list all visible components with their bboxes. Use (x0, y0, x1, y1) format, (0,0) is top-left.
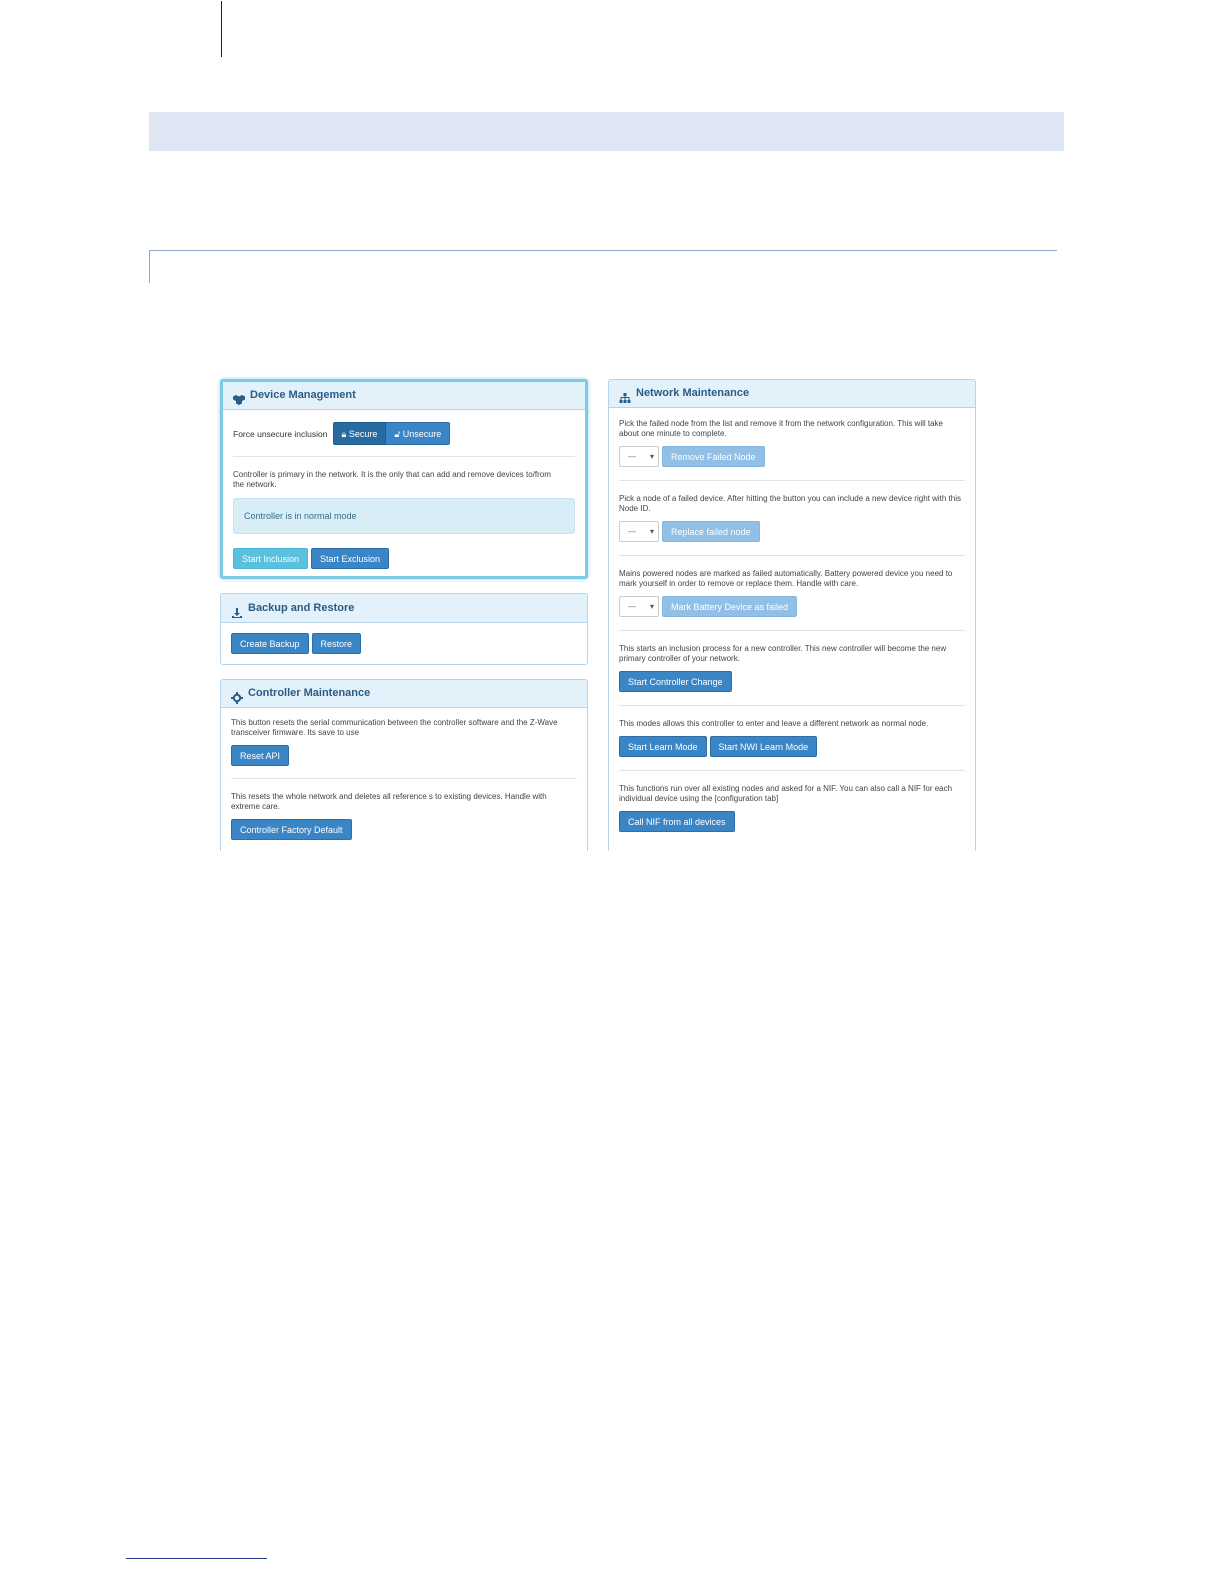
divider (619, 480, 965, 481)
download-icon (231, 602, 243, 614)
cog-icon (231, 688, 243, 700)
start-learn-mode-button[interactable]: Start Learn Mode (619, 736, 707, 757)
controller-maintenance-heading (221, 680, 587, 708)
device-management-title: Device Management (250, 389, 356, 401)
network-maintenance-panel (608, 379, 976, 851)
failed-node-select[interactable]: --- ▾ (619, 446, 659, 467)
unsecure-button[interactable]: 🔓︎ Unsecure (386, 422, 450, 445)
document-edge-line (221, 1, 222, 57)
call-nif-text: This functions run over all existing nodes and asked for a NIF. You can also call a NIF for each individual device using the [configuration tab] (619, 784, 953, 803)
force-unsecure-label: Force unsecure inclusion (233, 428, 328, 439)
create-backup-button[interactable]: Create Backup (231, 633, 309, 654)
device-management-panel (220, 379, 588, 579)
lock-icon: 🔒︎ (341, 429, 347, 439)
start-exclusion-button[interactable]: Start Exclusion (311, 548, 389, 569)
unlock-icon: 🔓︎ (394, 429, 401, 439)
cubes-icon (233, 390, 245, 402)
backup-restore-panel (220, 593, 588, 665)
start-nwi-learn-mode-button[interactable]: Start NWI Learn Mode (710, 736, 818, 757)
restore-button[interactable]: Restore (312, 633, 362, 654)
backup-restore-heading (221, 594, 587, 623)
controller-change-text: This starts an inclusion process for a new controller. This new controller will become the new primary controller of your network. (619, 644, 947, 663)
secure-button[interactable]: 🔒︎ Secure (333, 422, 387, 445)
divider (619, 630, 965, 631)
call-nif-button[interactable]: Call NIF from all devices (619, 811, 735, 832)
sitemap-icon (619, 388, 631, 400)
page-header-band (149, 112, 1064, 151)
divider (619, 705, 965, 706)
divider (231, 778, 577, 779)
learn-mode-text: This modes allows this controller to enter and leave a different network as normal node. (619, 719, 929, 728)
divider (619, 555, 965, 556)
section-rule (149, 250, 1057, 283)
footnote-rule (126, 1558, 267, 1559)
controller-status-alert: Controller is in normal mode (233, 498, 575, 534)
network-maintenance-heading (609, 380, 975, 408)
divider (619, 770, 965, 771)
controller-maintenance-title: Controller Maintenance (248, 687, 371, 699)
replace-node-select[interactable]: --- ▾ (619, 521, 659, 542)
network-maintenance-title: Network Maintenance (636, 387, 750, 399)
primary-controller-text: Controller is primary in the network. It is the only that can add and remove devices to/from the network. (233, 470, 551, 489)
backup-restore-title: Backup and Restore (248, 602, 355, 614)
reset-api-button[interactable]: Reset API (231, 745, 289, 766)
divider (233, 456, 575, 457)
controller-maintenance-panel (220, 679, 588, 851)
battery-node-select[interactable]: --- ▾ (619, 596, 659, 617)
mark-battery-failed-button[interactable]: Mark Battery Device as failed (662, 596, 797, 617)
remove-failed-node-button[interactable]: Remove Failed Node (662, 446, 765, 467)
replace-failed-text: Pick a node of a failed device. After hitting the button you can include a new device right with this Node ID. (619, 494, 961, 513)
replace-failed-node-button[interactable]: Replace failed node (662, 521, 760, 542)
factory-default-button[interactable]: Controller Factory Default (231, 819, 352, 840)
start-controller-change-button[interactable]: Start Controller Change (619, 671, 732, 692)
reset-api-text: This button resets the serial communication between the controller software and the Z-Wave transceiver firmware. Its save to use (231, 718, 558, 737)
start-inclusion-button[interactable]: Start Inclusion (233, 548, 308, 569)
device-management-heading (223, 382, 585, 410)
remove-failed-text: Pick the failed node from the list and remove it from the network configuration. This will take about one minute to complete. (619, 419, 944, 438)
factory-default-text: This resets the whole network and deletes all reference s to existing devices. Handle with extreme care. (231, 792, 547, 811)
battery-device-text: Mains powered nodes are marked as failed automatically. Battery powered device you need to mark yourself in order to remove or replace them. Handle with care. (619, 569, 953, 588)
